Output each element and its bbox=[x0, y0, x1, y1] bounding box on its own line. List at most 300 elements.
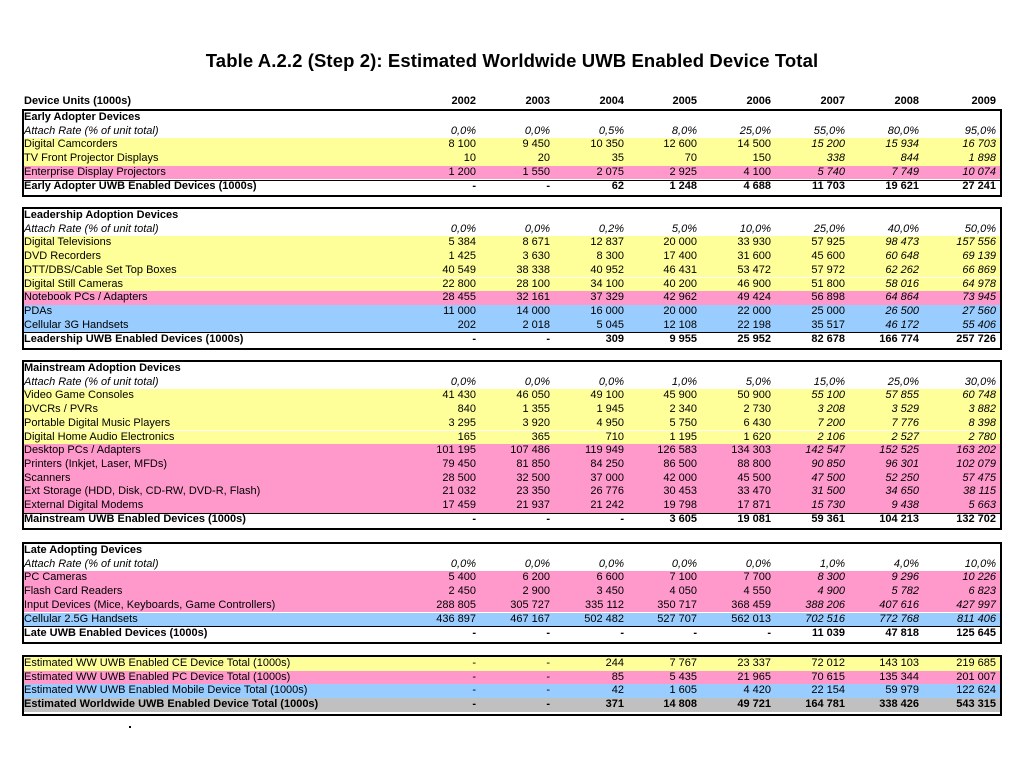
cell-2005: 86 500 bbox=[663, 457, 697, 470]
row-label: Scanners bbox=[24, 471, 71, 484]
cell-2008: 26 500 bbox=[885, 304, 919, 317]
row-label: PC Cameras bbox=[24, 571, 87, 584]
cell-2009: 3 882 bbox=[968, 403, 996, 416]
cell-2004: 49 100 bbox=[590, 389, 624, 402]
cell-2006: 562 013 bbox=[731, 612, 771, 625]
summary-row bbox=[22, 684, 1000, 698]
cell-2004: 37 329 bbox=[590, 291, 624, 304]
cell-2009: 10 226 bbox=[962, 571, 996, 584]
cell-2002: 5 400 bbox=[448, 571, 476, 584]
row-label: Printers (Inkjet, Laser, MFDs) bbox=[24, 457, 168, 470]
cell-2007: 31 500 bbox=[811, 485, 845, 498]
cell-2004: 16 000 bbox=[590, 304, 624, 317]
cell-2008: 57 855 bbox=[885, 389, 919, 402]
cell-2009: 60 748 bbox=[962, 389, 996, 402]
cell-2005: 46 431 bbox=[663, 263, 697, 276]
cell-2004: 8 300 bbox=[596, 250, 624, 263]
cell-2002: - bbox=[472, 684, 476, 697]
table-row bbox=[22, 236, 1000, 250]
cell-2007: 5 740 bbox=[817, 165, 845, 178]
cell-2003: 0,0% bbox=[524, 222, 550, 235]
cell-2009: 27 241 bbox=[962, 180, 996, 192]
cell-2002: - bbox=[472, 626, 476, 639]
cell-2004: 244 bbox=[605, 657, 624, 669]
cell-2006: 5,0% bbox=[745, 375, 771, 388]
cell-2002: - bbox=[472, 513, 476, 526]
cell-2007: 388 206 bbox=[805, 598, 845, 611]
cell-2003: - bbox=[546, 332, 550, 345]
cell-2007: 702 516 bbox=[805, 612, 845, 625]
cell-2006: 46 900 bbox=[737, 277, 771, 290]
cell-2003: 46 050 bbox=[516, 389, 550, 402]
cell-2005: 12 600 bbox=[663, 138, 697, 151]
attach-rate-row bbox=[22, 223, 1000, 237]
cell-2006: 50 900 bbox=[737, 389, 771, 402]
cell-2009: 10,0% bbox=[964, 557, 996, 570]
cell-2009: 95,0% bbox=[964, 124, 996, 137]
cell-2007: 4 900 bbox=[817, 585, 845, 598]
row-label: Notebook PCs / Adapters bbox=[24, 291, 148, 304]
cell-2006: 7 700 bbox=[743, 571, 771, 584]
cell-2007: 164 781 bbox=[805, 698, 845, 711]
cell-2009: 157 556 bbox=[956, 236, 996, 249]
cell-2007: 56 898 bbox=[811, 291, 845, 304]
table-row bbox=[22, 250, 1000, 264]
table-row bbox=[22, 264, 1000, 278]
cell-2002: 79 450 bbox=[442, 457, 476, 470]
cell-2005: 1 195 bbox=[669, 430, 697, 443]
cell-2008: 166 774 bbox=[879, 332, 919, 345]
row-label: Attach Rate (% of unit total) bbox=[24, 557, 159, 570]
table-row bbox=[22, 599, 1000, 613]
cell-2003: 14 000 bbox=[516, 304, 550, 317]
row-label: Early Adopter UWB Enabled Devices (1000s) bbox=[24, 180, 257, 192]
cell-2003: - bbox=[546, 513, 550, 526]
cell-2005: 40 200 bbox=[663, 277, 697, 290]
row-label: Flash Card Readers bbox=[24, 585, 123, 598]
cell-2002: 0,0% bbox=[450, 557, 476, 570]
cell-2004: 26 776 bbox=[590, 485, 624, 498]
cell-2006: 4 550 bbox=[743, 585, 771, 598]
summary-row bbox=[22, 671, 1000, 685]
cell-2002: - bbox=[472, 657, 476, 669]
section-title-label: Mainstream Adoption Devices bbox=[24, 362, 181, 374]
cell-2005: 19 798 bbox=[663, 499, 697, 511]
section-title-label: Late Adopting Devices bbox=[24, 544, 143, 556]
cell-2008: 46 172 bbox=[885, 318, 919, 331]
cell-2006: 25,0% bbox=[739, 124, 771, 137]
cell-2006: 17 871 bbox=[737, 499, 771, 511]
cell-2004: 309 bbox=[605, 332, 624, 345]
cell-2005: 7 767 bbox=[669, 657, 697, 669]
cell-2006: 134 303 bbox=[731, 444, 771, 457]
cell-2002: 436 897 bbox=[436, 612, 476, 625]
cell-2007: 15 730 bbox=[811, 499, 845, 511]
cell-2009: 8 398 bbox=[968, 416, 996, 429]
cell-2005: 42 000 bbox=[663, 471, 697, 484]
cell-2004: 3 450 bbox=[596, 585, 624, 598]
header-row bbox=[22, 95, 1000, 109]
cell-2006: 49 424 bbox=[737, 291, 771, 304]
section-total-row bbox=[22, 333, 1000, 347]
cell-2003: 107 486 bbox=[510, 444, 550, 457]
cell-2007: 2 106 bbox=[817, 430, 845, 443]
page-title: Table A.2.2 (Step 2): Estimated Worldwide UWB Enabled Device Total bbox=[205, 50, 819, 71]
summary-row bbox=[22, 657, 1000, 671]
cell-2008: 9 438 bbox=[891, 499, 919, 511]
cell-2002: 1 200 bbox=[448, 165, 476, 178]
row-label: Attach Rate (% of unit total) bbox=[24, 375, 159, 388]
cell-2004: 85 bbox=[611, 670, 624, 683]
cell-2007: 55 100 bbox=[811, 389, 845, 402]
cell-2004: 12 837 bbox=[590, 236, 624, 249]
cell-2002: - bbox=[472, 332, 476, 345]
table-row bbox=[22, 431, 1000, 445]
cell-2002: 5 384 bbox=[448, 236, 476, 249]
cell-2007: 7 200 bbox=[817, 416, 845, 429]
cell-2009: 66 869 bbox=[962, 263, 996, 276]
cell-2004: 21 242 bbox=[590, 499, 624, 511]
cell-2003: 2 018 bbox=[522, 318, 550, 331]
cell-2009: 16 703 bbox=[962, 138, 996, 151]
cell-2003: 3 630 bbox=[522, 250, 550, 263]
cell-2006: 4 100 bbox=[743, 165, 771, 178]
cell-2005: 1,0% bbox=[671, 375, 697, 388]
row-label: Input Devices (Mice, Keyboards, Game Controllers) bbox=[24, 598, 276, 611]
cell-2007: 2007 bbox=[820, 95, 845, 107]
cell-2009: 50,0% bbox=[964, 222, 996, 235]
cell-2008: 143 103 bbox=[879, 657, 919, 669]
cell-2009: 811 406 bbox=[957, 612, 996, 625]
cell-2008: 4,0% bbox=[893, 557, 919, 570]
cell-2006: 21 965 bbox=[737, 670, 771, 683]
cell-2007: 15 200 bbox=[811, 138, 845, 151]
cell-2007: 57 925 bbox=[811, 236, 845, 249]
table-row bbox=[22, 138, 1000, 152]
cell-2004: - bbox=[620, 513, 624, 526]
cell-2003: 8 671 bbox=[522, 236, 550, 249]
cell-2007: 25,0% bbox=[813, 222, 845, 235]
cell-2002: 1 425 bbox=[448, 250, 476, 263]
cell-2006: 2 730 bbox=[743, 403, 771, 416]
row-label: External Digital Modems bbox=[24, 499, 144, 511]
cell-2004: 10 350 bbox=[590, 138, 624, 151]
row-label: Portable Digital Music Players bbox=[24, 416, 171, 429]
cell-2005: 8,0% bbox=[671, 124, 697, 137]
cell-2004: 371 bbox=[605, 698, 624, 711]
cell-2003: 1 550 bbox=[522, 165, 550, 178]
cell-2009: 30,0% bbox=[964, 375, 996, 388]
row-label: Estimated WW UWB Enabled Mobile Device Total (1000s) bbox=[24, 684, 308, 697]
cell-2009: 2009 bbox=[971, 95, 996, 107]
cell-2007: 338 bbox=[826, 152, 845, 165]
cell-2009: 5 663 bbox=[968, 499, 996, 511]
cell-2006: 2006 bbox=[746, 95, 771, 107]
cell-2008: 135 344 bbox=[879, 670, 919, 683]
row-label: Cellular 3G Handsets bbox=[24, 318, 129, 331]
section-title-label: Leadership Adoption Devices bbox=[24, 209, 179, 221]
cell-2004: 6 600 bbox=[596, 571, 624, 584]
cell-2005: 14 808 bbox=[663, 698, 697, 711]
cell-2005: 20 000 bbox=[663, 304, 697, 317]
table-row bbox=[22, 417, 1000, 431]
cell-2003: - bbox=[546, 657, 550, 669]
cell-2008: 338 426 bbox=[879, 698, 919, 711]
table-row bbox=[22, 585, 1000, 599]
cell-2002: 2002 bbox=[451, 95, 476, 107]
cell-2004: 37 000 bbox=[590, 471, 624, 484]
cell-2008: 96 301 bbox=[885, 457, 919, 470]
row-label: Late UWB Enabled Devices (1000s) bbox=[24, 626, 208, 639]
cell-2007: 142 547 bbox=[805, 444, 845, 457]
cell-2004: 4 950 bbox=[596, 416, 624, 429]
cell-2008: 2 527 bbox=[891, 430, 919, 443]
cell-2005: 7 100 bbox=[669, 571, 697, 584]
cell-2006: 23 337 bbox=[737, 657, 771, 669]
cell-2007: 55,0% bbox=[813, 124, 845, 137]
cell-2002: 8 100 bbox=[448, 138, 476, 151]
cell-2004: 2 075 bbox=[596, 165, 624, 178]
cell-2008: 9 296 bbox=[891, 571, 919, 584]
table-row bbox=[22, 458, 1000, 472]
section-title-label: Early Adopter Devices bbox=[24, 111, 141, 123]
cell-2002: 288 805 bbox=[436, 598, 476, 611]
table-row bbox=[22, 278, 1000, 292]
cell-2003: 3 920 bbox=[522, 416, 550, 429]
summary-row bbox=[22, 698, 1000, 712]
cell-2004: 5 045 bbox=[596, 318, 624, 331]
cell-2002: 28 500 bbox=[442, 471, 476, 484]
row-label: Attach Rate (% of unit total) bbox=[24, 222, 159, 235]
cell-2005: 350 717 bbox=[657, 598, 697, 611]
row-label: Attach Rate (% of unit total) bbox=[24, 124, 159, 137]
cell-2008: 47 818 bbox=[885, 626, 919, 639]
cell-2009: 132 702 bbox=[956, 513, 996, 526]
cell-2007: 90 850 bbox=[811, 457, 845, 470]
cell-2006: 25 952 bbox=[737, 332, 771, 345]
cell-2005: 20 000 bbox=[663, 236, 697, 249]
cell-2003: 467 167 bbox=[510, 612, 550, 625]
cell-2005: 1 605 bbox=[669, 684, 697, 697]
cell-2007: 47 500 bbox=[811, 471, 845, 484]
row-label: Estimated WW UWB Enabled PC Device Total (1000s) bbox=[24, 670, 291, 683]
cell-2006: 150 bbox=[752, 152, 771, 165]
cell-2007: 57 972 bbox=[811, 263, 845, 276]
cell-2006: 53 472 bbox=[737, 263, 771, 276]
cell-2008: 104 213 bbox=[879, 513, 919, 526]
cell-2004: 35 bbox=[611, 152, 624, 165]
cell-2004: 0,0% bbox=[598, 557, 624, 570]
cell-2006: - bbox=[767, 626, 771, 639]
attach-rate-row bbox=[22, 376, 1000, 390]
table-row bbox=[22, 152, 1000, 166]
cell-2008: 772 768 bbox=[879, 612, 919, 625]
section-total-row bbox=[22, 627, 1000, 641]
cell-2008: 19 621 bbox=[885, 180, 919, 192]
cell-2009: 27 560 bbox=[962, 304, 996, 317]
cell-2003: 9 450 bbox=[522, 138, 550, 151]
cell-2006: 10,0% bbox=[739, 222, 771, 235]
cell-2003: 81 850 bbox=[516, 457, 550, 470]
cell-2007: 11 703 bbox=[811, 180, 845, 192]
row-label: Estimated WW UWB Enabled CE Device Total (1000s) bbox=[24, 657, 291, 669]
cell-2004: 40 952 bbox=[590, 263, 624, 276]
cell-2008: 25,0% bbox=[887, 375, 919, 388]
cell-2007: 82 678 bbox=[811, 332, 845, 345]
cell-2003: - bbox=[546, 180, 550, 192]
cell-2008: 7 776 bbox=[891, 416, 919, 429]
cell-2008: 15 934 bbox=[885, 138, 919, 151]
cell-2007: 25 000 bbox=[811, 304, 845, 317]
table-row bbox=[22, 485, 1000, 499]
cell-2005: 2005 bbox=[672, 95, 697, 107]
cell-2009: 57 475 bbox=[962, 471, 996, 484]
row-label: Desktop PCs / Adapters bbox=[24, 444, 141, 457]
section-title bbox=[22, 544, 1000, 558]
row-label: Digital Home Audio Electronics bbox=[24, 430, 175, 443]
table-row bbox=[22, 319, 1000, 333]
cell-2009: 125 645 bbox=[956, 626, 996, 639]
cell-2003: 0,0% bbox=[524, 557, 550, 570]
cell-2003: 0,0% bbox=[524, 124, 550, 137]
cell-2004: 42 bbox=[611, 684, 624, 697]
cell-2006: 45 500 bbox=[737, 471, 771, 484]
cell-2009: 64 978 bbox=[962, 277, 996, 290]
cell-2004: 2004 bbox=[599, 95, 624, 107]
cell-2005: 42 962 bbox=[663, 291, 697, 304]
cell-2009: 201 007 bbox=[956, 670, 996, 683]
cell-2002: 22 800 bbox=[442, 277, 476, 290]
cell-2005: 3 605 bbox=[669, 513, 697, 526]
cell-2006: 33 930 bbox=[737, 236, 771, 249]
cell-2008: 34 650 bbox=[885, 485, 919, 498]
cell-2009: 102 079 bbox=[956, 457, 996, 470]
cell-2005: - bbox=[693, 626, 697, 639]
cell-2006: 22 198 bbox=[737, 318, 771, 331]
cell-2003: 2 900 bbox=[522, 585, 550, 598]
cell-2004: 710 bbox=[605, 430, 624, 443]
row-label: TV Front Projector Displays bbox=[24, 152, 159, 165]
cell-2005: 5 750 bbox=[669, 416, 697, 429]
cell-2009: 219 685 bbox=[956, 657, 996, 669]
cell-2009: 55 406 bbox=[962, 318, 996, 331]
cell-2005: 527 707 bbox=[657, 612, 697, 625]
cell-2009: 6 823 bbox=[968, 585, 996, 598]
cell-2004: 62 bbox=[611, 180, 624, 192]
row-label: Mainstream UWB Enabled Devices (1000s) bbox=[24, 513, 246, 526]
cell-2002: - bbox=[472, 698, 476, 711]
cell-2002: 10 bbox=[463, 152, 476, 165]
table-row bbox=[22, 291, 1000, 305]
section-title bbox=[22, 362, 1000, 376]
cell-2005: 9 955 bbox=[669, 332, 697, 345]
cell-2005: 0,0% bbox=[671, 557, 697, 570]
cell-2008: 62 262 bbox=[885, 263, 919, 276]
cell-2006: 88 800 bbox=[737, 457, 771, 470]
cell-2002: 0,0% bbox=[450, 222, 476, 235]
cell-2008: 60 648 bbox=[885, 250, 919, 263]
cell-2006: 4 688 bbox=[743, 180, 771, 192]
cell-2002: 101 195 bbox=[436, 444, 476, 457]
cell-2009: 38 115 bbox=[963, 485, 996, 498]
cell-2005: 126 583 bbox=[657, 444, 697, 457]
cell-2008: 64 864 bbox=[885, 291, 919, 304]
cell-2006: 4 420 bbox=[743, 684, 771, 697]
section-total-row bbox=[22, 180, 1000, 194]
cell-2003: - bbox=[546, 698, 550, 711]
cell-2007: 59 361 bbox=[811, 513, 845, 526]
cell-2003: 6 200 bbox=[522, 571, 550, 584]
header-label: Device Units (1000s) bbox=[24, 95, 131, 107]
cell-2004: 84 250 bbox=[590, 457, 624, 470]
cell-2007: 35 517 bbox=[811, 318, 845, 331]
cell-2002: 3 295 bbox=[448, 416, 476, 429]
cell-2007: 70 615 bbox=[811, 670, 845, 683]
row-label: Enterprise Display Projectors bbox=[24, 165, 166, 178]
row-label: DVCRs / PVRs bbox=[24, 403, 98, 416]
stray-dot bbox=[129, 726, 131, 728]
cell-2003: 32 161 bbox=[516, 291, 550, 304]
cell-2002: 28 455 bbox=[442, 291, 476, 304]
cell-2008: 407 616 bbox=[879, 598, 919, 611]
cell-2006: 33 470 bbox=[737, 485, 771, 498]
cell-2003: 365 bbox=[531, 430, 550, 443]
cell-2007: 45 600 bbox=[811, 250, 845, 263]
cell-2003: 38 338 bbox=[516, 263, 550, 276]
cell-2002: 165 bbox=[457, 430, 476, 443]
cell-2006: 0,0% bbox=[745, 557, 771, 570]
table-row bbox=[22, 305, 1000, 319]
cell-2008: 80,0% bbox=[887, 124, 919, 137]
row-label: Estimated Worldwide UWB Enabled Device Total (1000s) bbox=[24, 698, 319, 711]
cell-2004: 0,0% bbox=[598, 375, 624, 388]
table-row bbox=[22, 166, 1000, 180]
cell-2007: 1,0% bbox=[819, 557, 845, 570]
table-row bbox=[22, 571, 1000, 585]
cell-2006: 1 620 bbox=[743, 430, 771, 443]
row-label: Leadership UWB Enabled Devices (1000s) bbox=[24, 332, 244, 345]
cell-2008: 2008 bbox=[894, 95, 919, 107]
cell-2009: 69 139 bbox=[962, 250, 996, 263]
attach-rate-row bbox=[22, 125, 1000, 139]
cell-2003: 1 355 bbox=[522, 403, 550, 416]
cell-2009: 73 945 bbox=[962, 291, 996, 304]
cell-2008: 3 529 bbox=[891, 403, 919, 416]
cell-2007: 72 012 bbox=[811, 657, 845, 669]
cell-2003: - bbox=[546, 670, 550, 683]
cell-2008: 98 473 bbox=[885, 236, 919, 249]
cell-2005: 12 108 bbox=[663, 318, 697, 331]
cell-2006: 22 000 bbox=[737, 304, 771, 317]
cell-2004: 1 945 bbox=[596, 403, 624, 416]
row-label: Video Game Consoles bbox=[24, 389, 134, 402]
cell-2008: 52 250 bbox=[885, 471, 919, 484]
row-label: PDAs bbox=[24, 304, 53, 317]
cell-2003: 0,0% bbox=[524, 375, 550, 388]
cell-2002: 0,0% bbox=[450, 375, 476, 388]
cell-2005: 5 435 bbox=[669, 670, 697, 683]
row-label: DTT/DBS/Cable Set Top Boxes bbox=[24, 263, 177, 276]
table-row bbox=[22, 613, 1000, 627]
section-title bbox=[22, 209, 1000, 223]
cell-2004: 335 112 bbox=[585, 598, 624, 611]
cell-2009: 10 074 bbox=[962, 165, 996, 178]
cell-2002: 840 bbox=[457, 403, 476, 416]
table-row bbox=[22, 403, 1000, 417]
cell-2008: 5 782 bbox=[891, 585, 919, 598]
cell-2004: 0,5% bbox=[598, 124, 624, 137]
table-row bbox=[22, 499, 1000, 513]
